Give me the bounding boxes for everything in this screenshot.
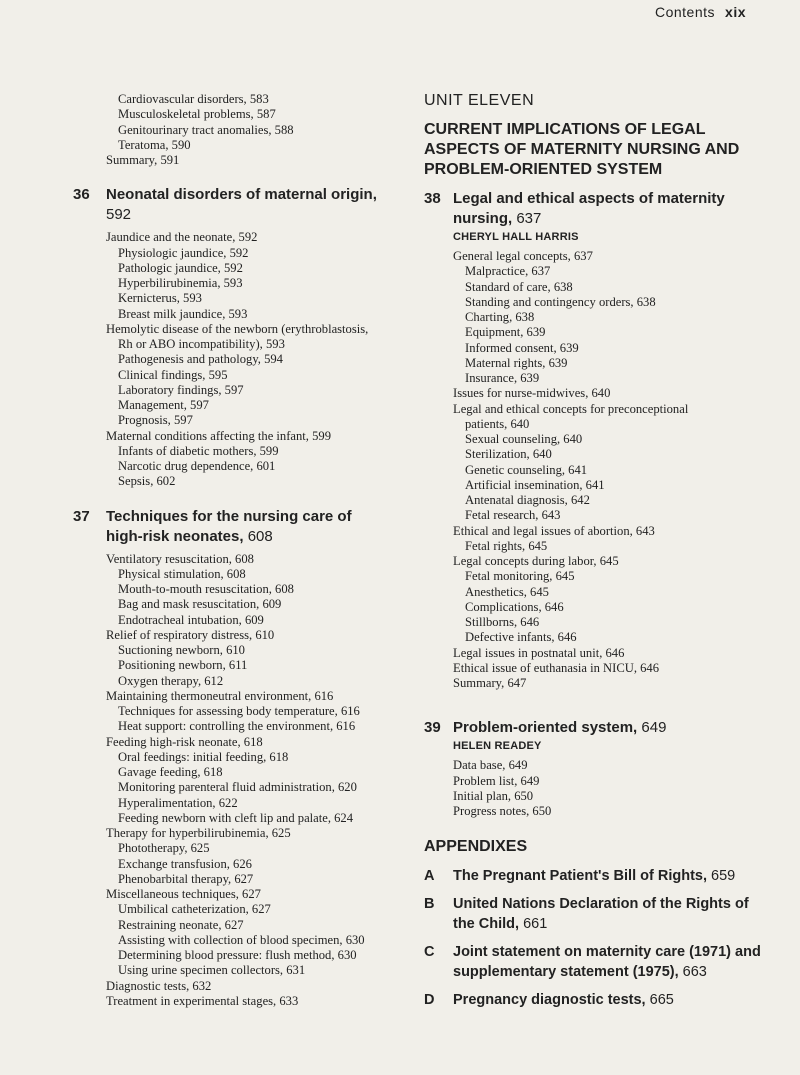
toc-entry: Suctioning newborn, 610 <box>118 643 245 657</box>
unit-title: CURRENT IMPLICATIONS OF LEGAL ASPECTS OF MATERNITY NURSING AND PROBLEM-ORIENTED SYSTEM <box>424 121 740 178</box>
toc-entry: Insurance, 639 <box>465 371 540 385</box>
chapter-page: 649 <box>641 719 667 737</box>
toc-entry: Anesthetics, 645 <box>465 584 549 599</box>
appendix-item <box>424 866 764 886</box>
toc-entry: Summary, 591 <box>106 153 180 167</box>
toc-entry: Treatment in experimental stages, 633 <box>106 993 299 1008</box>
toc-entry: Legal concepts during labor, 645 <box>453 554 619 568</box>
chapter-36-heading <box>73 185 403 225</box>
toc-entry: Ventilatory resuscitation, 608 <box>106 551 254 566</box>
toc-entry: Sepsis, 602 <box>118 474 176 489</box>
toc-entry: Jaundice and the neonate, 592 <box>106 230 258 245</box>
toc-entry: Using urine specimen collectors, 631 <box>118 963 306 978</box>
toc-entry: Monitoring parenteral fluid administration, 620 <box>118 780 357 795</box>
toc-entry: Mouth-to-mouth resuscitation, 608 <box>118 582 294 596</box>
chapter-37-entries <box>73 552 403 1010</box>
appendix-letter: A <box>424 868 435 885</box>
toc-entry: Gavage feeding, 618 <box>118 765 223 779</box>
chapter-36-entries <box>73 230 403 489</box>
toc-entry: Physiologic jaundice, 592 <box>118 245 249 260</box>
toc-entry: Summary, 647 <box>453 676 527 690</box>
toc-entry: Feeding newborn with cleft lip and palate, 624 <box>118 810 354 825</box>
unit-label: UNIT ELEVEN <box>424 92 535 109</box>
toc-entry: Umbilical catheterization, 627 <box>118 902 271 917</box>
chapter-37-heading <box>73 507 373 547</box>
toc-entry: Antenatal diagnosis, 642 <box>465 493 590 507</box>
chapter-number: 37 <box>73 507 90 525</box>
toc-entry: Pathologic jaundice, 592 <box>118 260 243 275</box>
chapter-title: Neonatal disorders of maternal origin, <box>106 186 377 204</box>
toc-entry: patients, 640 <box>465 416 530 431</box>
toc-entry: Prognosis, 597 <box>118 413 193 428</box>
toc-entry: Cardiovascular disorders, 583 <box>118 92 269 106</box>
toc-entry: Clinical findings, 595 <box>118 367 228 382</box>
appendix-title: The Pregnant Patient's Bill of Rights, <box>453 868 712 885</box>
chapter-title: Techniques for the nursing care of high-risk neonates, <box>106 507 352 545</box>
toc-entry: Breast milk jaundice, 593 <box>118 306 248 321</box>
intro-entries <box>73 92 403 168</box>
chapter-title: Problem-oriented system, <box>453 719 638 737</box>
toc-entry: Legal issues in postnatal unit, 646 <box>453 645 625 660</box>
appendixes-heading: APPENDIXES <box>424 838 528 856</box>
toc-entry: Miscellaneous techniques, 627 <box>106 887 261 901</box>
toc-entry: Initial plan, 650 <box>453 788 534 803</box>
chapter-number: 36 <box>73 186 90 204</box>
toc-entry: Positioning newborn, 611 <box>118 658 248 673</box>
toc-entry: Phototherapy, 625 <box>118 841 210 856</box>
appendix-letter: C <box>424 944 435 961</box>
toc-entry: Musculoskeletal problems, 587 <box>118 107 276 122</box>
toc-entry: Data base, 649 <box>453 758 528 773</box>
toc-entry: Infants of diabetic mothers, 599 <box>118 443 279 458</box>
toc-entry: Hyperbilirubinemia, 593 <box>118 276 243 290</box>
toc-entry: Rh or ABO incompatibility), 593 <box>118 337 285 351</box>
toc-entry: Management, 597 <box>118 398 209 412</box>
toc-entry: Informed consent, 639 <box>465 340 579 355</box>
appendix-letter: D <box>424 992 435 1009</box>
appendix-list <box>424 866 764 1010</box>
toc-entry: Maintaining thermoneutral environment, 616 <box>106 688 334 703</box>
appendix-item <box>424 942 764 982</box>
toc-entry: Progress notes, 650 <box>453 804 552 818</box>
toc-entry: Feeding high-risk neonate, 618 <box>106 734 263 749</box>
toc-entry: Oral feedings: initial feeding, 618 <box>118 749 289 764</box>
toc-entry: Pathogenesis and pathology, 594 <box>118 352 283 367</box>
toc-entry: Standard of care, 638 <box>465 279 573 294</box>
toc-entry: Endotracheal intubation, 609 <box>118 612 264 627</box>
page-number: xix <box>725 4 746 20</box>
toc-entry: Determining blood pressure: flush method, 630 <box>118 948 357 962</box>
toc-entry: Narcotic drug dependence, 601 <box>118 459 276 473</box>
toc-entry: Complications, 646 <box>465 599 564 614</box>
toc-entry: Physical stimulation, 608 <box>118 566 246 581</box>
chapter-38-heading <box>424 189 734 229</box>
toc-entry: General legal concepts, 637 <box>453 249 593 263</box>
toc-entry: Genetic counseling, 641 <box>465 462 588 477</box>
toc-entry: Techniques for assessing body temperature, 616 <box>118 704 360 718</box>
toc-entry: Kernicterus, 593 <box>118 291 202 306</box>
toc-entry: Problem list, 649 <box>453 773 540 788</box>
chapter-page: 608 <box>247 527 273 545</box>
toc-entry: Exchange transfusion, 626 <box>118 856 252 871</box>
toc-entry: Maternal rights, 639 <box>465 355 568 370</box>
appendix-item <box>424 894 764 934</box>
toc-entry: Sterilization, 640 <box>465 447 552 462</box>
toc-entry: Teratoma, 590 <box>118 137 191 152</box>
toc-entry: Fetal rights, 645 <box>465 538 548 553</box>
toc-entry: Standing and contingency orders, 638 <box>465 294 656 309</box>
toc-entry: Artificial insemination, 641 <box>465 477 605 492</box>
toc-entry: Assisting with collection of blood specimen, 630 <box>118 932 365 947</box>
toc-entry: Charting, 638 <box>465 310 535 324</box>
appendix-title: Joint statement on maternity care (1971) and supplementary statement (1975), <box>453 944 761 981</box>
chapter-number: 38 <box>424 190 441 207</box>
chapter-39-entries <box>424 758 764 819</box>
toc-entry: Equipment, 639 <box>465 325 546 340</box>
toc-entry: Diagnostic tests, 632 <box>106 978 212 993</box>
chapter-number: 39 <box>424 719 441 737</box>
appendix-title: Pregnancy diagnostic tests, <box>453 992 650 1009</box>
toc-entry: Ethical issue of euthanasia in NICU, 646 <box>453 660 660 675</box>
toc-entry: Laboratory findings, 597 <box>118 382 244 397</box>
toc-entry: Relief of respiratory distress, 610 <box>106 627 275 642</box>
toc-entry: Malpractice, 637 <box>465 264 551 279</box>
toc-entry: Sexual counseling, 640 <box>465 432 583 446</box>
toc-entry: Genitourinary tract anomalies, 588 <box>118 122 294 137</box>
appendix-item <box>424 990 764 1010</box>
toc-entry: Heat support: controlling the environment, 616 <box>118 719 356 734</box>
appendix-letter: B <box>424 896 435 913</box>
toc-entry: Phenobarbital therapy, 627 <box>118 871 254 886</box>
appendix-title: United Nations Declaration of the Rights of the Child, <box>453 896 749 933</box>
toc-entry: Fetal monitoring, 645 <box>465 569 575 584</box>
chapter-39-heading <box>424 718 764 738</box>
running-header-section: Contents <box>654 4 716 20</box>
chapter-page: 637 <box>516 210 542 227</box>
chapter-author: HELEN READEY <box>453 740 542 753</box>
toc-entry: Oxygen therapy, 612 <box>118 673 224 688</box>
appendix-page: 661 <box>523 916 548 933</box>
toc-entry: Hemolytic disease of the newborn (erythroblastosis, <box>106 321 369 336</box>
toc-entry: Bag and mask resuscitation, 609 <box>118 597 282 612</box>
appendix-page: 663 <box>682 964 707 981</box>
chapter-author: CHERYL HALL HARRIS <box>453 231 579 243</box>
running-header <box>655 4 746 20</box>
toc-entry: Defective infants, 646 <box>465 630 577 645</box>
appendix-page: 659 <box>711 868 736 885</box>
left-column <box>73 92 403 1009</box>
toc-entry: Legal and ethical concepts for preconceptional <box>453 401 689 416</box>
chapter-title: Legal and ethical aspects of maternity nursing, <box>453 190 725 227</box>
toc-entry: Issues for nurse-midwives, 640 <box>453 386 611 401</box>
toc-entry: Restraining neonate, 627 <box>118 917 244 932</box>
toc-entry: Maternal conditions affecting the infant, 599 <box>106 428 331 443</box>
toc-entry: Ethical and legal issues of abortion, 643 <box>453 523 655 538</box>
toc-entry: Fetal research, 643 <box>465 508 561 523</box>
appendix-page: 665 <box>649 992 674 1009</box>
chapter-page: 592 <box>106 206 132 224</box>
toc-entry: Therapy for hyperbilirubinemia, 625 <box>106 826 291 840</box>
toc-entry: Hyperalimentation, 622 <box>118 795 238 810</box>
chapter-38-entries <box>424 249 764 691</box>
toc-entry: Stillborns, 646 <box>465 615 540 629</box>
right-column <box>424 92 764 1018</box>
